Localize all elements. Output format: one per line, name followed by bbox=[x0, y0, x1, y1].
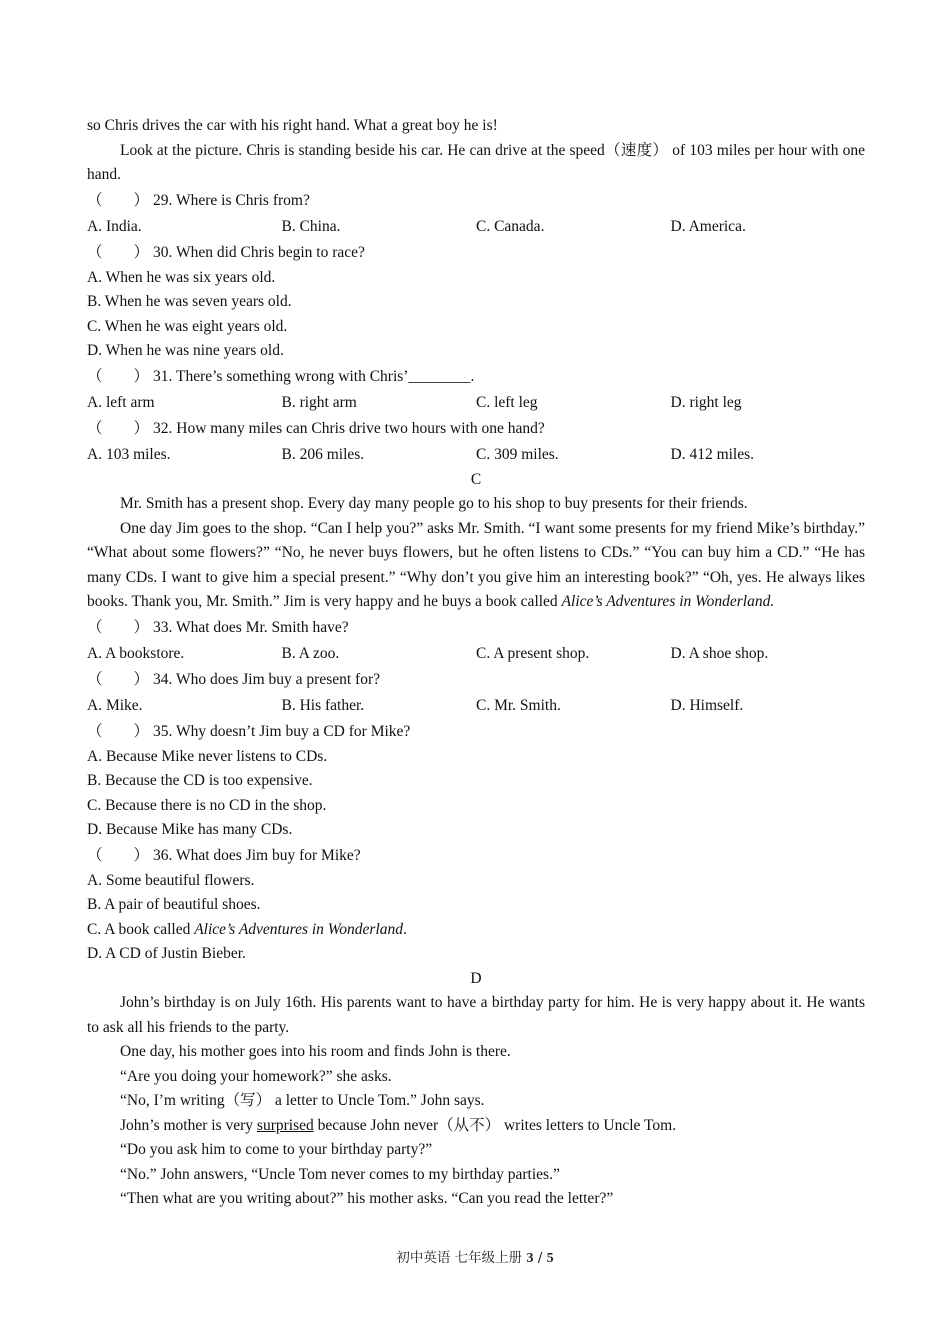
question-34 bbox=[87, 667, 865, 719]
page-number: 3 bbox=[526, 1251, 534, 1266]
option-d: D. Himself. bbox=[670, 696, 744, 714]
question-36 bbox=[87, 843, 865, 967]
answer-blank[interactable]: （ ） bbox=[87, 618, 150, 636]
option-b: B. Because the CD is too expensive. bbox=[87, 772, 313, 789]
option-a: A. Because Mike never listens to CDs. bbox=[87, 747, 328, 765]
section-d-line: “No.” John answers, “Uncle Tom never comes to my birthday parties.” bbox=[120, 1165, 560, 1183]
option-a: A. A bookstore. bbox=[87, 644, 185, 662]
answer-blank[interactable]: （ ） bbox=[87, 670, 150, 688]
option-b: B. 206 miles. bbox=[281, 445, 365, 463]
section-d-line: John’s mother is very surprised because John never（从不） writes letters to Uncle Tom. bbox=[120, 1116, 677, 1134]
question-32 bbox=[87, 416, 865, 468]
book-title: Alice’s Adventures in Wonderland bbox=[561, 593, 771, 610]
underlined-word: surprised bbox=[256, 1116, 314, 1134]
option-d: D. A shoe shop. bbox=[670, 644, 769, 662]
option-d: D. 412 miles. bbox=[670, 445, 755, 463]
options-row bbox=[87, 214, 865, 240]
option-d: D. When he was nine years old. bbox=[87, 342, 284, 359]
passage-b-line: so Chris drives the car with his right hand. What a great boy he is! bbox=[87, 117, 498, 134]
question-text: 31. There’s something wrong with Chris’________. bbox=[153, 367, 475, 385]
option-c: C. A book called Alice’s Adventures in Wonderland. bbox=[87, 920, 407, 938]
option-c: C. A present shop. bbox=[476, 644, 590, 662]
question-31 bbox=[87, 364, 865, 416]
answer-blank[interactable]: （ ） bbox=[87, 846, 150, 864]
option-a: A. Mike. bbox=[87, 696, 143, 714]
exam-page bbox=[87, 114, 865, 1212]
question-text: 35. Why doesn’t Jim buy a CD for Mike? bbox=[153, 722, 411, 740]
answer-blank[interactable]: （ ） bbox=[87, 419, 150, 437]
question-text: 33. What does Mr. Smith have? bbox=[153, 618, 349, 636]
option-d: D. Because Mike has many CDs. bbox=[87, 821, 293, 838]
question-text: 30. When did Chris begin to race? bbox=[153, 243, 365, 261]
answer-blank[interactable]: （ ） bbox=[87, 243, 150, 261]
option-a: A. When he was six years old. bbox=[87, 268, 276, 286]
question-text: 34. Who does Jim buy a present for? bbox=[153, 670, 380, 688]
question-text: 36. What does Jim buy for Mike? bbox=[153, 846, 361, 864]
options-row bbox=[87, 693, 865, 719]
option-b: B. His father. bbox=[281, 696, 365, 714]
options-row bbox=[87, 390, 865, 416]
question-30 bbox=[87, 240, 865, 364]
option-c: C. Mr. Smith. bbox=[476, 696, 561, 714]
option-b: B. When he was seven years old. bbox=[87, 293, 292, 310]
option-d: D. right leg bbox=[670, 393, 742, 411]
question-29 bbox=[87, 188, 865, 240]
section-c-paragraph-1: Mr. Smith has a present shop. Every day many people go to his shop to buy presents for their friends. bbox=[120, 495, 748, 512]
answer-blank[interactable]: （ ） bbox=[87, 722, 150, 740]
option-c: C. Because there is no CD in the shop. bbox=[87, 796, 327, 814]
question-text: 32. How many miles can Chris drive two hours with one hand? bbox=[153, 419, 545, 437]
question-33 bbox=[87, 615, 865, 667]
section-d-line: One day, his mother goes into his room and finds John is there. bbox=[120, 1043, 511, 1060]
option-a: A. India. bbox=[87, 217, 142, 235]
section-d-line: “Are you doing your homework?” she asks. bbox=[120, 1067, 392, 1085]
option-a: A. left arm bbox=[87, 393, 155, 411]
option-b: B. right arm bbox=[281, 393, 357, 411]
option-c: C. When he was eight years old. bbox=[87, 317, 288, 335]
option-d: D. America. bbox=[670, 217, 746, 235]
answer-blank[interactable]: （ ） bbox=[87, 191, 150, 209]
section-d-paragraph-1: John’s birthday is on July 16th. His parents want to have a birthday party for him. He is very happy about it. He wants to ask all his friends to the party. bbox=[87, 994, 865, 1036]
option-a: A. Some beautiful flowers. bbox=[87, 871, 255, 889]
option-b: B. A zoo. bbox=[281, 644, 340, 662]
footer-label: 初中英语 七年级上册 bbox=[396, 1250, 527, 1266]
question-35 bbox=[87, 719, 865, 843]
question-text: 29. Where is Chris from? bbox=[153, 191, 310, 209]
page-total: 5 bbox=[546, 1251, 554, 1266]
section-c-paragraph-2: One day Jim goes to the shop. “Can I help you?” asks Mr. Smith. “I want some presents for my friend Mike’s birthday.” “What about some flowers?” “No, he never buys flowers, but he often listens to CDs.” “You can buy him a CD.” “He has many CDs. I want to give him a special present.” “Why don’t you give him an interesting book?” “Oh, yes. He always likes books. Thank you, Mr. Smith.” Jim is very happy and he buys a book called Alice’s Adventures in Wonderland. bbox=[87, 519, 865, 610]
option-d: D. A CD of Justin Bieber. bbox=[87, 945, 246, 962]
section-c-heading: C bbox=[470, 470, 482, 488]
option-b: B. China. bbox=[281, 217, 341, 235]
option-c: C. left leg bbox=[476, 393, 538, 411]
option-b: B. A pair of beautiful shoes. bbox=[87, 896, 261, 913]
section-d-heading: D bbox=[470, 969, 482, 987]
option-c: C. 309 miles. bbox=[476, 445, 559, 463]
options-row bbox=[87, 442, 865, 468]
options-row bbox=[87, 641, 865, 667]
answer-blank[interactable]: （ ） bbox=[87, 367, 150, 385]
section-d-line: “Then what are you writing about?” his mother asks. “Can you read the letter?” bbox=[120, 1190, 614, 1207]
option-a: A. 103 miles. bbox=[87, 445, 171, 463]
section-d-line: “No, I’m writing（写） a letter to Uncle Tom.” John says. bbox=[120, 1092, 485, 1109]
passage-b-paragraph: Look at the picture. Chris is standing beside his car. He can drive at the speed（速度） of 103 miles per hour with one hand. bbox=[87, 141, 865, 183]
option-c: C. Canada. bbox=[476, 217, 545, 235]
page-footer: 初中英语 七年级上册 3 / 5 bbox=[396, 1250, 554, 1266]
section-d-line: “Do you ask him to come to your birthday party?” bbox=[120, 1141, 433, 1158]
book-title: Alice’s Adventures in Wonderland bbox=[194, 920, 403, 938]
